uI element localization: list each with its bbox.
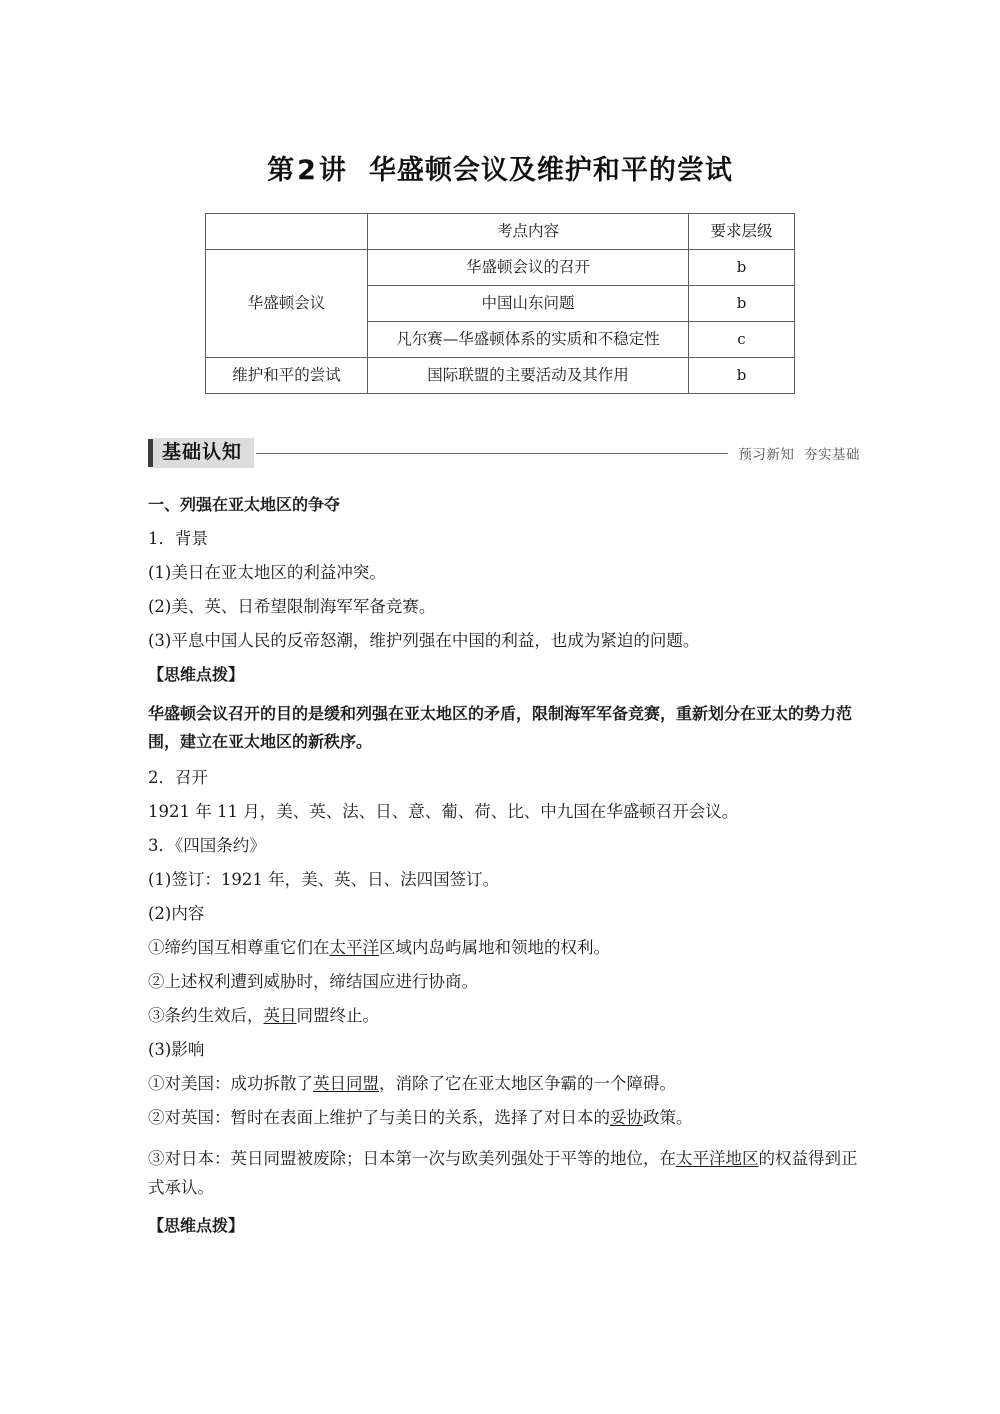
treaty-effect-2-pre: ②对英国：暂时在表面上维护了与美日的关系，选择了对日本的 <box>148 1108 610 1127</box>
table-row <box>206 357 795 393</box>
opening-detail: 1921 年 11 月，美、英、法、日、意、葡、荷、比、中九国在华盛顿召开会议。 <box>148 802 739 821</box>
subheading-four-power-treaty: 3．《四国条约》 <box>148 836 266 855</box>
treaty-effect-1 <box>148 1076 860 1093</box>
treaty-effect-3-post: 的权益得到正式承认。 <box>148 1149 858 1198</box>
tip-label-1: 【思维点拨】 <box>148 664 245 684</box>
row-content-3: 国际联盟的主要活动及其作用 <box>368 357 689 393</box>
row-content-2: 凡尔赛—华盛顿体系的实质和不稳定性 <box>368 321 689 357</box>
tip-label-2: 【思维点拨】 <box>148 1215 245 1235</box>
row-content-1: 中国山东问题 <box>368 285 689 321</box>
header-topic-cell <box>206 214 368 250</box>
term-pacific-ocean: 太平洋 <box>329 938 379 957</box>
row-topic-peace: 维护和平的尝试 <box>206 357 368 393</box>
table-row <box>206 249 795 285</box>
subheading-background: 1．背景 <box>148 528 208 548</box>
background-item-1: (1)美日在亚太地区的利益冲突。 <box>148 562 386 582</box>
term-anglo-japanese: 英日 <box>263 1006 297 1025</box>
treaty-content-1-post: 区域内岛屿属地和领地的权利。 <box>379 938 610 957</box>
row-topic-washington: 华盛顿会议 <box>206 249 368 357</box>
background-item-2: (2)美、英、日希望限制海军军备竞赛。 <box>148 596 436 616</box>
treaty-effect-label: (3)影响 <box>148 1040 205 1059</box>
section-subtitle: 预习新知 夯实基础 <box>738 447 860 463</box>
header-level-cell: 要求层级 <box>689 214 795 250</box>
row-content-0: 华盛顿会议的召开 <box>368 249 689 285</box>
table-header-row <box>206 214 795 250</box>
term-compromise: 妥协 <box>610 1108 643 1127</box>
syllabus-table <box>205 213 795 394</box>
treaty-content-2: ②上述权利遭到威胁时，缔结国应进行协商。 <box>148 972 478 991</box>
background-item-3: (3)平息中国人民的反帝怒潮，维护列强在中国的利益，也成为紧迫的问题。 <box>148 630 700 650</box>
treaty-content-3 <box>148 1008 860 1025</box>
treaty-content-3-pre: ③条约生效后， <box>148 1006 264 1025</box>
treaty-content-label: (2)内容 <box>148 904 205 923</box>
treaty-content-1 <box>148 940 860 957</box>
row-level-0: b <box>689 249 795 285</box>
treaty-content-3-post: 同盟终止。 <box>296 1006 379 1025</box>
section-title: 基础认知 <box>153 438 254 469</box>
treaty-effect-3-pre: ③对日本：英日同盟被废除；日本第一次与欧美列强处于平等的地位，在 <box>148 1149 676 1168</box>
row-level-2: c <box>689 321 795 357</box>
section-divider <box>256 453 728 454</box>
treaty-effect-1-post: ，消除了它在亚太地区争霸的一个障碍。 <box>379 1074 676 1093</box>
treaty-content-1-pre: ①缔约国互相尊重它们在 <box>148 938 330 957</box>
heading-section-one: 一、列强在亚太地区的争夺 <box>148 495 341 514</box>
title-main: 华盛顿会议及维护和平的尝试 <box>368 155 733 186</box>
title-number: 2 <box>297 155 317 186</box>
term-anglo-japanese-alliance: 英日同盟 <box>313 1074 379 1093</box>
treaty-effect-2 <box>148 1110 860 1127</box>
section-band <box>148 437 860 469</box>
treaty-effect-1-pre: ①对美国：成功拆散了 <box>148 1074 313 1093</box>
page-title <box>0 148 1000 187</box>
row-level-3: b <box>689 357 795 393</box>
subheading-opening: 2．召开 <box>148 768 208 787</box>
title-prefix: 第 <box>267 155 296 186</box>
header-content-cell: 考点内容 <box>368 214 689 250</box>
treaty-effect-3 <box>148 1144 860 1203</box>
treaty-signing: (1)签订：1921 年，美、英、日、法四国签订。 <box>148 870 500 889</box>
treaty-effect-2-post: 政策。 <box>643 1108 693 1127</box>
term-pacific-region: 太平洋地区 <box>676 1149 759 1168</box>
row-level-1: b <box>689 285 795 321</box>
title-unit: 讲 <box>318 155 347 186</box>
body-content <box>148 497 860 1251</box>
tip-text-1: 华盛顿会议召开的目的是缓和列强在亚太地区的矛盾，限制海军军备竞赛，重新划分在亚太的势力范围，建立在亚太地区的新秩序。 <box>148 704 853 751</box>
